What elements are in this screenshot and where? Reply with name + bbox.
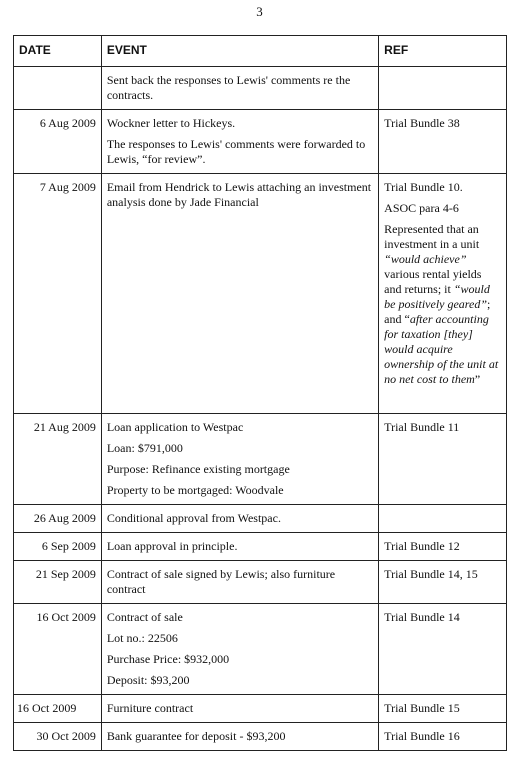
date-header: DATE: [14, 36, 102, 67]
event-cell: [101, 723, 378, 751]
ref-cell: [379, 695, 507, 723]
event-cell: [101, 533, 378, 561]
ref-note-quote: “would be positively geared”: [384, 282, 490, 311]
ref-note-text: ”: [474, 372, 481, 386]
ref-note-text: Represented that an investment in a unit: [384, 222, 480, 251]
event-header: EVENT: [101, 36, 378, 67]
event-cell: [101, 110, 378, 174]
date-cell: 21 Aug 2009: [14, 414, 102, 505]
event-line: Sent back the responses to Lewis' comments re the contracts.: [106, 73, 351, 102]
ref-cell: [379, 533, 507, 561]
event-cell: [101, 505, 378, 533]
ref-cell: [379, 110, 507, 174]
ref-line: Trial Bundle 10.: [384, 180, 463, 194]
event-line: Contract of sale: [106, 610, 183, 624]
ref-line: ASOC para 4-6: [384, 201, 459, 215]
ref-note-text: ; and “: [384, 297, 491, 326]
event-line: The responses to Lewis' comments were forwarded to Lewis, “for review”.: [106, 137, 366, 166]
event-cell: [101, 174, 378, 414]
ref-line: Trial Bundle 16: [384, 729, 460, 743]
date-cell: 16 Oct 2009: [14, 604, 102, 695]
date-cell: 26 Aug 2009: [14, 505, 102, 533]
date-cell: 6 Sep 2009: [14, 533, 102, 561]
table-row: [14, 174, 507, 414]
event-cell: [101, 604, 378, 695]
ref-line: Trial Bundle 14: [384, 610, 460, 624]
date-cell: 30 Oct 2009: [14, 723, 102, 751]
event-cell: [101, 561, 378, 604]
ref-header: REF: [379, 36, 507, 67]
event-line: Loan approval in principle.: [106, 539, 238, 553]
table-row: [14, 67, 507, 110]
date-cell: 7 Aug 2009: [14, 174, 102, 414]
event-line: Purpose: Refinance existing mortgage: [106, 462, 290, 476]
ref-cell: [379, 561, 507, 604]
event-line: Loan: $791,000: [106, 441, 183, 455]
ref-cell: [379, 723, 507, 751]
event-line: Bank guarantee for deposit - $93,200: [106, 729, 286, 743]
event-line: Contract of sale signed by Lewis; also furniture contract: [106, 567, 336, 596]
event-line: Property to be mortgaged: Woodvale: [106, 483, 284, 497]
ref-line: Trial Bundle 15: [384, 701, 460, 715]
table-row: [14, 414, 507, 505]
event-cell: [101, 414, 378, 505]
table-row: [14, 110, 507, 174]
ref-cell: [379, 505, 507, 533]
ref-cell: [379, 414, 507, 505]
ref-cell: [379, 174, 507, 414]
event-line: Lot no.: 22506: [106, 631, 178, 645]
table-row: [14, 723, 507, 751]
ref-line: Trial Bundle 11: [384, 420, 460, 434]
table-row: [14, 533, 507, 561]
chronology-table: [13, 35, 507, 751]
date-cell: [14, 67, 102, 110]
ref-note: [384, 222, 501, 387]
ref-note-quote: after accounting for taxation [they] would acquire ownership of the unit at no net cost to them: [384, 312, 499, 386]
event-line: Wockner letter to Hickeys.: [106, 116, 236, 130]
ref-cell: [379, 604, 507, 695]
table-row: [14, 604, 507, 695]
date-cell: 16 Oct 2009: [14, 695, 102, 723]
ref-note-text: various rental yields and returns; it: [384, 267, 482, 296]
event-line: Conditional approval from Westpac.: [106, 511, 281, 525]
event-line: Loan application to Westpac: [106, 420, 244, 434]
header-row: [14, 36, 507, 67]
table-row: [14, 695, 507, 723]
date-cell: 21 Sep 2009: [14, 561, 102, 604]
page-number: 3: [256, 4, 263, 19]
ref-line: Trial Bundle 38: [384, 116, 460, 130]
ref-cell: [379, 67, 507, 110]
ref-line: Trial Bundle 14, 15: [384, 567, 478, 581]
event-line: Email from Hendrick to Lewis attaching an investment analysis done by Jade Financial: [106, 180, 372, 209]
event-cell: [101, 67, 378, 110]
ref-note-quote: “would achieve”: [384, 252, 467, 266]
event-cell: [101, 695, 378, 723]
event-line: Deposit: $93,200: [106, 673, 190, 687]
event-line: Purchase Price: $932,000: [106, 652, 230, 666]
ref-line: Trial Bundle 12: [384, 539, 460, 553]
table-row: [14, 505, 507, 533]
table-row: [14, 561, 507, 604]
date-cell: 6 Aug 2009: [14, 110, 102, 174]
event-line: Furniture contract: [106, 701, 194, 715]
